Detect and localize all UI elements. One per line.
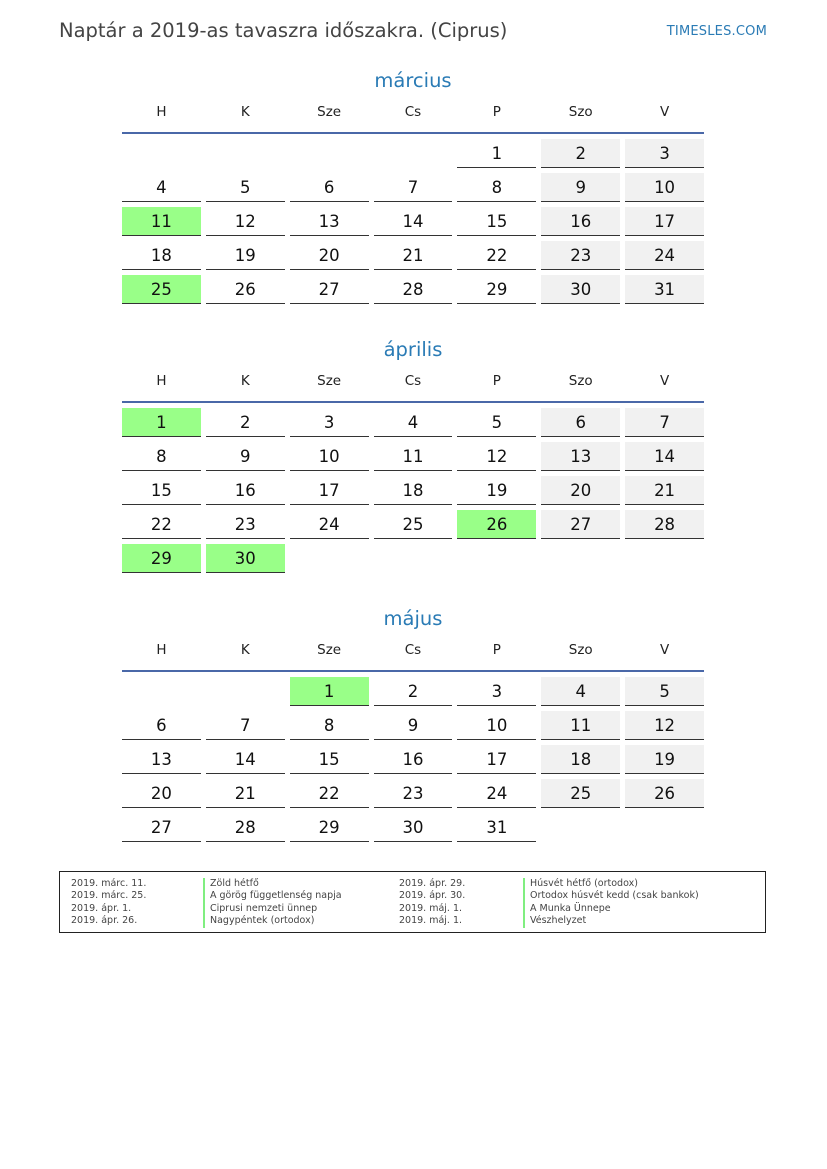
holiday-day-cell: 11 bbox=[122, 207, 201, 236]
holiday-legend bbox=[59, 871, 766, 933]
weekday-label: Cs bbox=[404, 104, 422, 120]
day-cell: 7 bbox=[374, 173, 453, 202]
day-cell: 14 bbox=[206, 745, 285, 774]
day-cell: 12 bbox=[206, 207, 285, 236]
day-cell: 11 bbox=[374, 442, 453, 471]
weekday-label: H bbox=[156, 104, 167, 120]
day-cell: 8 bbox=[122, 442, 201, 471]
day-cell: 20 bbox=[541, 476, 620, 505]
day-cell: 6 bbox=[290, 173, 369, 202]
weekday-label: Szo bbox=[568, 642, 593, 658]
legend-dates-right bbox=[399, 878, 465, 928]
day-cell: 10 bbox=[457, 711, 536, 740]
legend-holiday-name: Nagypéntek (ortodox) bbox=[203, 915, 342, 927]
weekday-label: Sze bbox=[317, 642, 342, 658]
day-cell: 10 bbox=[290, 442, 369, 471]
day-cell: 2 bbox=[374, 677, 453, 706]
legend-holiday-name: Húsvét hétfő (ortodox) bbox=[523, 878, 699, 890]
page-title: Naptár a 2019-as tavaszra időszakra. (Ciprus) bbox=[59, 19, 508, 42]
weekday-header bbox=[122, 102, 704, 134]
day-cell: 13 bbox=[122, 745, 201, 774]
day-cell: 17 bbox=[290, 476, 369, 505]
day-cell: 26 bbox=[625, 779, 704, 808]
weekday-label: P bbox=[492, 642, 501, 658]
day-grid bbox=[122, 677, 704, 842]
day-cell: 5 bbox=[206, 173, 285, 202]
legend-date: 2019. ápr. 29. bbox=[399, 878, 466, 889]
day-cell: 4 bbox=[122, 173, 201, 202]
day-cell: 11 bbox=[541, 711, 620, 740]
day-cell: 25 bbox=[541, 779, 620, 808]
empty-cell bbox=[122, 139, 201, 168]
day-cell: 18 bbox=[374, 476, 453, 505]
day-cell: 3 bbox=[290, 408, 369, 437]
day-cell: 12 bbox=[457, 442, 536, 471]
day-cell: 22 bbox=[290, 779, 369, 808]
day-grid bbox=[122, 139, 704, 304]
day-cell: 5 bbox=[625, 677, 704, 706]
day-cell: 22 bbox=[122, 510, 201, 539]
day-cell: 27 bbox=[290, 275, 369, 304]
weekday-label: K bbox=[240, 104, 250, 120]
day-cell: 24 bbox=[625, 241, 704, 270]
day-cell: 16 bbox=[374, 745, 453, 774]
legend-date: 2019. ápr. 26. bbox=[71, 915, 138, 927]
day-cell: 20 bbox=[290, 241, 369, 270]
day-cell: 4 bbox=[374, 408, 453, 437]
empty-cell bbox=[290, 139, 369, 168]
day-cell: 23 bbox=[541, 241, 620, 270]
day-cell: 18 bbox=[122, 241, 201, 270]
weekday-label: H bbox=[156, 642, 167, 658]
empty-cell bbox=[206, 139, 285, 168]
weekday-label: H bbox=[156, 373, 167, 389]
day-cell: 30 bbox=[374, 813, 453, 842]
legend-names-left bbox=[203, 878, 342, 928]
legend-names-right bbox=[523, 878, 699, 928]
day-cell: 5 bbox=[457, 408, 536, 437]
weekday-label: P bbox=[492, 104, 501, 120]
day-cell: 24 bbox=[457, 779, 536, 808]
month-name: május bbox=[383, 607, 443, 630]
weekday-label: Sze bbox=[317, 104, 342, 120]
day-cell: 7 bbox=[625, 408, 704, 437]
day-cell: 17 bbox=[457, 745, 536, 774]
legend-holiday-name: A görög függetlenség napja bbox=[203, 890, 342, 902]
weekday-label: K bbox=[240, 373, 250, 389]
day-cell: 21 bbox=[206, 779, 285, 808]
day-cell: 20 bbox=[122, 779, 201, 808]
day-cell: 14 bbox=[374, 207, 453, 236]
legend-date: 2019. máj. 1. bbox=[399, 902, 463, 914]
day-cell: 6 bbox=[541, 408, 620, 437]
legend-dates-left bbox=[71, 878, 146, 928]
day-grid bbox=[122, 408, 704, 573]
day-cell: 19 bbox=[625, 745, 704, 774]
month-name: április bbox=[383, 338, 443, 361]
holiday-day-cell: 26 bbox=[457, 510, 536, 539]
day-cell: 21 bbox=[625, 476, 704, 505]
day-cell: 24 bbox=[290, 510, 369, 539]
day-cell: 8 bbox=[457, 173, 536, 202]
legend-date: 2019. márc. 11. bbox=[71, 878, 147, 889]
weekday-header bbox=[122, 371, 704, 403]
day-cell: 18 bbox=[541, 745, 620, 774]
weekday-label: Szo bbox=[568, 373, 593, 389]
day-cell: 6 bbox=[122, 711, 201, 740]
empty-cell bbox=[122, 677, 201, 706]
day-cell: 3 bbox=[625, 139, 704, 168]
site-link[interactable]: TIMESLES.COM bbox=[666, 24, 767, 39]
day-cell: 19 bbox=[457, 476, 536, 505]
day-cell: 4 bbox=[541, 677, 620, 706]
day-cell: 26 bbox=[206, 275, 285, 304]
day-cell: 14 bbox=[625, 442, 704, 471]
month-name: március bbox=[374, 69, 452, 92]
weekday-label: Cs bbox=[404, 642, 422, 658]
day-cell: 3 bbox=[457, 677, 536, 706]
holiday-day-cell: 1 bbox=[122, 408, 201, 437]
day-cell: 27 bbox=[122, 813, 201, 842]
empty-cell bbox=[374, 139, 453, 168]
month-march bbox=[122, 68, 704, 304]
day-cell: 12 bbox=[625, 711, 704, 740]
weekday-label: P bbox=[492, 373, 501, 389]
legend-holiday-name: Ciprusi nemzeti ünnep bbox=[203, 903, 342, 915]
day-cell: 9 bbox=[541, 173, 620, 202]
day-cell: 10 bbox=[625, 173, 704, 202]
holiday-day-cell: 1 bbox=[290, 677, 369, 706]
day-cell: 16 bbox=[541, 207, 620, 236]
empty-cell bbox=[206, 677, 285, 706]
weekday-label: Szo bbox=[568, 104, 593, 120]
legend-holiday-name: Ortodox húsvét kedd (csak bankok) bbox=[523, 890, 699, 902]
day-cell: 15 bbox=[457, 207, 536, 236]
day-cell: 15 bbox=[290, 745, 369, 774]
day-cell: 2 bbox=[206, 408, 285, 437]
day-cell: 23 bbox=[206, 510, 285, 539]
day-cell: 22 bbox=[457, 241, 536, 270]
day-cell: 29 bbox=[290, 813, 369, 842]
day-cell: 8 bbox=[290, 711, 369, 740]
legend-date: 2019. máj. 1. bbox=[399, 915, 463, 927]
day-cell: 31 bbox=[457, 813, 536, 842]
weekday-label: V bbox=[659, 104, 670, 120]
day-cell: 28 bbox=[206, 813, 285, 842]
day-cell: 16 bbox=[206, 476, 285, 505]
day-cell: 9 bbox=[206, 442, 285, 471]
legend-holiday-name: Zöld hétfő bbox=[203, 878, 342, 890]
holiday-day-cell: 29 bbox=[122, 544, 201, 573]
day-cell: 21 bbox=[374, 241, 453, 270]
day-cell: 13 bbox=[290, 207, 369, 236]
day-cell: 23 bbox=[374, 779, 453, 808]
day-cell: 1 bbox=[457, 139, 536, 168]
day-cell: 7 bbox=[206, 711, 285, 740]
month-may bbox=[122, 606, 704, 842]
day-cell: 31 bbox=[625, 275, 704, 304]
weekday-label: Sze bbox=[317, 373, 342, 389]
legend-holiday-name: Vészhelyzet bbox=[523, 915, 699, 927]
day-cell: 19 bbox=[206, 241, 285, 270]
weekday-label: V bbox=[659, 373, 670, 389]
day-cell: 30 bbox=[541, 275, 620, 304]
day-cell: 15 bbox=[122, 476, 201, 505]
day-cell: 17 bbox=[625, 207, 704, 236]
weekday-label: V bbox=[659, 642, 670, 658]
legend-date: 2019. márc. 25. bbox=[71, 890, 147, 902]
weekday-label: K bbox=[240, 642, 250, 658]
day-cell: 25 bbox=[374, 510, 453, 539]
day-cell: 29 bbox=[457, 275, 536, 304]
legend-holiday-name: A Munka Ünnepe bbox=[523, 903, 699, 915]
weekday-header bbox=[122, 640, 704, 672]
day-cell: 28 bbox=[625, 510, 704, 539]
day-cell: 28 bbox=[374, 275, 453, 304]
weekday-label: Cs bbox=[404, 373, 422, 389]
day-cell: 27 bbox=[541, 510, 620, 539]
holiday-day-cell: 30 bbox=[206, 544, 285, 573]
day-cell: 13 bbox=[541, 442, 620, 471]
month-april bbox=[122, 337, 704, 573]
day-cell: 2 bbox=[541, 139, 620, 168]
day-cell: 9 bbox=[374, 711, 453, 740]
legend-date: 2019. ápr. 1. bbox=[71, 902, 132, 914]
holiday-day-cell: 25 bbox=[122, 275, 201, 304]
legend-date: 2019. ápr. 30. bbox=[399, 890, 466, 902]
